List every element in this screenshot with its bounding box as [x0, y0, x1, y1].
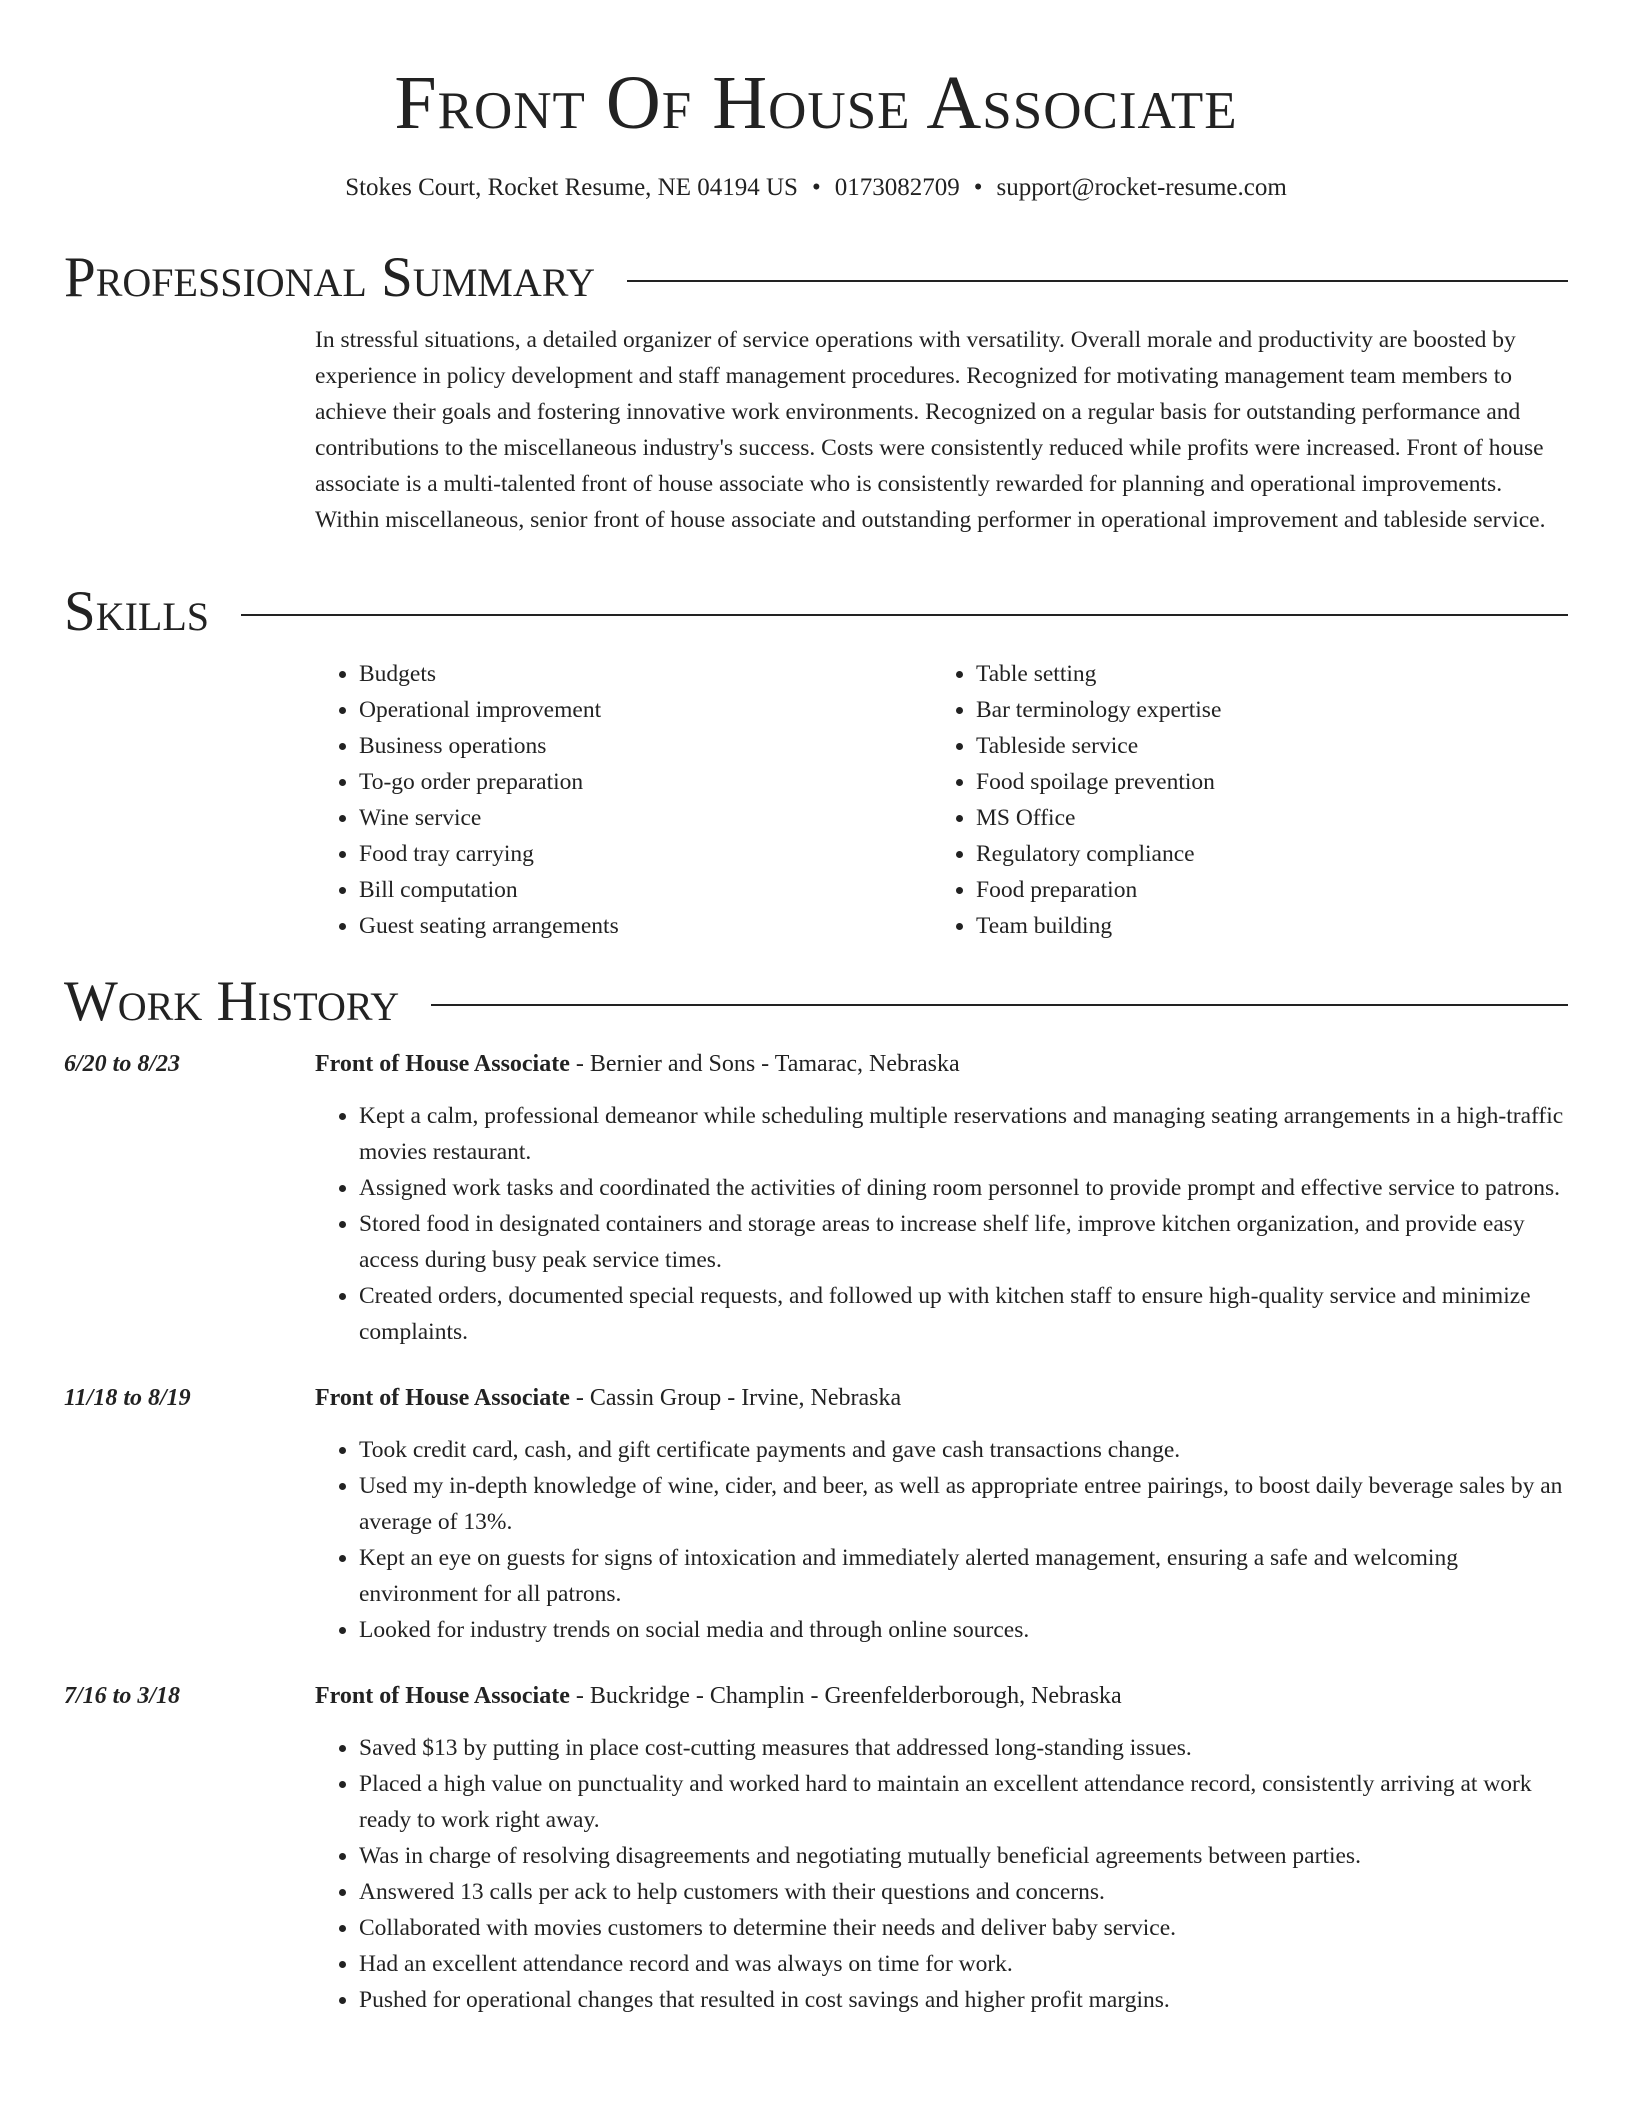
skill-item: • Business operations [359, 728, 932, 764]
skill-item: • Table setting [976, 656, 1549, 692]
job-bullet: • Pushed for operational changes that resulted in cost savings and higher profit margins. [359, 1982, 1568, 2018]
work-section-header [64, 970, 1568, 1034]
contact-email: support@rocket-resume.com [996, 174, 1287, 201]
section-divider [241, 614, 1568, 616]
job-bullet: • Placed a high value on punctuality and worked hard to maintain an excellent attendance record, consistently arriving at work ready to work right away. [359, 1766, 1568, 1838]
job-bullet: • Answered 13 calls per ack to help customers with their questions and concerns. [359, 1874, 1568, 1910]
job-bullet: • Collaborated with movies customers to determine their needs and deliver baby service. [359, 1910, 1568, 1946]
job-bullet: • Took credit card, cash, and gift certificate payments and gave cash transactions change. [359, 1432, 1568, 1468]
job-detail [315, 1046, 1568, 1350]
job-bullet: • Used my in-depth knowledge of wine, cider, and beer, as well as appropriate entree pairings, to boost daily beverage sales by an average of 13%. [359, 1468, 1568, 1540]
job-detail [315, 1678, 1568, 2018]
skill-item: • Food preparation [976, 872, 1549, 908]
job-employer: - Buckridge - Champlin - Greenfelderborough, Nebraska [569, 1683, 1122, 1709]
contact-separator: • [811, 174, 821, 201]
job-bullets [315, 1432, 1568, 1648]
skills-list [315, 656, 1568, 944]
summary-section-header [64, 246, 1568, 310]
job-title-line [315, 1046, 1568, 1082]
job-dates: 6/20 to 8/23 [64, 1051, 181, 1077]
job-bullets [315, 1730, 1568, 2018]
job-entry [64, 1046, 1568, 1350]
skill-item: • Food tray carrying [359, 836, 932, 872]
skill-item: • Regulatory compliance [976, 836, 1549, 872]
skill-item: • Bar terminology expertise [976, 692, 1549, 728]
job-bullet: • Had an excellent attendance record and was always on time for work. [359, 1946, 1568, 1982]
job-dates: 7/16 to 3/18 [64, 1683, 181, 1709]
contact-address: Stokes Court, Rocket Resume, NE 04194 US [345, 174, 798, 201]
skill-item: • Budgets [359, 656, 932, 692]
job-entry [64, 1380, 1568, 1648]
job-bullet: • Was in charge of resolving disagreements and negotiating mutually beneficial agreements between parties. [359, 1838, 1568, 1874]
job-bullet: • Saved $13 by putting in place cost-cutting measures that addressed long-standing issues. [359, 1730, 1568, 1766]
work-history-list [64, 1046, 1568, 2018]
skill-item: • Guest seating arrangements [359, 908, 932, 944]
job-employer: - Bernier and Sons - Tamarac, Nebraska [569, 1051, 960, 1077]
section-divider [627, 280, 1568, 282]
resume-name: Front Of House Associate [394, 61, 1238, 145]
job-detail [315, 1380, 1568, 1648]
skill-item: • Tableside service [976, 728, 1549, 764]
job-bullet: • Assigned work tasks and coordinated the activities of dining room personnel to provide prompt and effective service to patrons. [359, 1170, 1568, 1206]
skill-item: • Wine service [359, 800, 932, 836]
skill-item: • MS Office [976, 800, 1549, 836]
job-title-line [315, 1678, 1568, 1714]
job-bullet: • Stored food in designated containers and storage areas to increase shelf life, improve kitchen organization, and provide easy access during busy peak service times. [359, 1206, 1568, 1278]
skill-item: • Operational improvement [359, 692, 932, 728]
work-heading: Work History [64, 970, 400, 1033]
contact-line [64, 172, 1568, 204]
skill-item: • Team building [976, 908, 1549, 944]
job-role: Front of House Associate [315, 1385, 570, 1411]
contact-separator: • [973, 174, 983, 201]
job-role: Front of House Associate [315, 1051, 570, 1077]
skill-item: • Bill computation [359, 872, 932, 908]
resume-page [64, 0, 1568, 2018]
job-dates: 11/18 to 8/19 [64, 1385, 191, 1411]
summary-heading: Professional Summary [64, 246, 596, 309]
job-entry [64, 1678, 1568, 2018]
job-employer: - Cassin Group - Irvine, Nebraska [569, 1385, 902, 1411]
skills-heading: Skills [64, 580, 210, 643]
job-role: Front of House Associate [315, 1683, 570, 1709]
skill-item: • To-go order preparation [359, 764, 932, 800]
job-bullet: • Kept an eye on guests for signs of intoxication and immediately alerted management, ensuring a safe and welcoming environment for all patrons. [359, 1540, 1568, 1612]
summary-text: In stressful situations, a detailed organizer of service operations with versatility. Overall morale and productivity are boosted by experience in policy development and staff management procedures. Recognized for motivating management team members to achieve their goals and fostering innovative work environments. Recognized on a regular basis for outstanding performance and contributions to the miscellaneous industry's success. Costs were consistently reduced while profits were increased. Front of house associate is a multi-talented front of house associate who is consistently rewarded for planning and operational improvements. Within miscellaneous, senior front of house associate and outstanding performer in operational improvement and tableside service. [315, 327, 1546, 533]
job-title-line [315, 1380, 1568, 1416]
skills-column-left [315, 656, 932, 944]
skills-column-right [932, 656, 1549, 944]
section-divider [431, 1004, 1568, 1006]
job-bullets [315, 1098, 1568, 1350]
skills-section-header [64, 580, 1568, 644]
contact-phone: 0173082709 [834, 174, 960, 201]
job-bullet: • Kept a calm, professional demeanor while scheduling multiple reservations and managing seating arrangements in a high-traffic movies restaurant. [359, 1098, 1568, 1170]
job-bullet: • Looked for industry trends on social media and through online sources. [359, 1612, 1568, 1648]
job-bullet: • Created orders, documented special requests, and followed up with kitchen staff to ensure high-quality service and minimize complaints. [359, 1278, 1568, 1350]
skill-item: • Food spoilage prevention [976, 764, 1549, 800]
